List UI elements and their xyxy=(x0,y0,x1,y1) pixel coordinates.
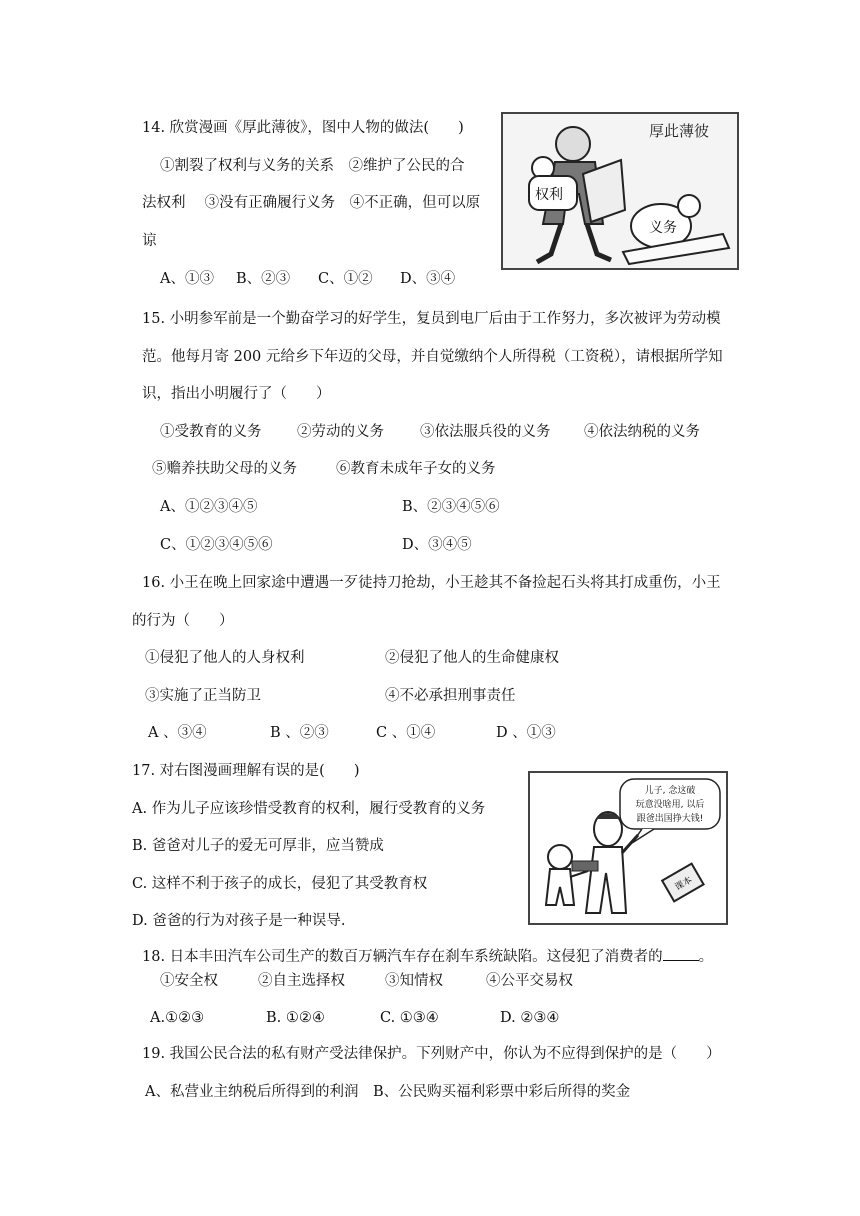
q14-line-3: 谅 xyxy=(142,233,157,249)
q17-stem: 17. 对右图漫画理解有误的是( ) xyxy=(132,763,360,779)
q18-option-d[interactable]: D. ②③④ xyxy=(500,1010,560,1026)
q17-option-b[interactable]: B. 爸爸对儿子的爱无可厚非，应当赞成 xyxy=(132,838,384,854)
q16-stem-line-2: 的行为（ ） xyxy=(132,613,234,629)
q17-speech-line-3: 跟爸出国挣大钱! xyxy=(636,814,704,824)
q16-option-d[interactable]: D 、①③ xyxy=(496,725,556,741)
q16-item-3: ③实施了正当防卫 xyxy=(145,688,261,704)
q15-stem-line-1: 15. 小明参军前是一个勤奋学习的好学生，复员到电厂后由于工作努力，多次被评为劳动模 xyxy=(142,311,721,327)
q19-stem: 19. 我国公民合法的私有财产受法律保护。下列财产中，你认为不应得到保护的是（ ） xyxy=(142,1046,721,1062)
q16-stem-line-1: 16. 小王在晚上回家途中遭遇一歹徒持刀抢劫，小王趁其不备捡起石头将其打成重伤，小王 xyxy=(142,575,721,591)
q17-cartoon-image xyxy=(528,771,728,925)
q15-stem-line-2: 范。他每月寄 200 元给乡下年迈的父母，并自觉缴纳个人所得税（工资税），请根据所学知 xyxy=(142,349,723,365)
q14-line-2: 法权利 ③没有正确履行义务 ④不正确，但可以原 xyxy=(142,195,481,211)
q15-item-3: ③依法服兵役的义务 xyxy=(420,424,551,440)
q14-stem: 14. 欣赏漫画《厚此薄彼》，图中人物的做法( ) xyxy=(142,120,464,136)
q15-item-2: ②劳动的义务 xyxy=(297,424,384,440)
q16-option-c[interactable]: C 、①④ xyxy=(376,725,436,741)
q16-item-2: ②侵犯了他人的生命健康权 xyxy=(385,650,559,666)
q15-option-c[interactable]: C、①②③④⑤⑥ xyxy=(160,537,273,553)
q18-option-b[interactable]: B. ①②④ xyxy=(266,1010,325,1026)
q15-item-6: ⑥教育未成年子女的义务 xyxy=(336,461,496,477)
q17-option-c[interactable]: C. 这样不利于孩子的成长，侵犯了其受教育权 xyxy=(132,876,428,892)
q14-cartoon-tag-rights: 权利 xyxy=(535,187,563,203)
q16-option-a[interactable]: A 、③④ xyxy=(148,725,207,741)
q14-option-c[interactable]: C、①② xyxy=(318,271,373,287)
q15-stem-line-3: 识，指出小明履行了（ ） xyxy=(142,386,331,402)
q18-item-4: ④公平交易权 xyxy=(486,973,573,989)
q17-book-label: 课本 xyxy=(673,875,695,894)
q15-option-d[interactable]: D、③④⑤ xyxy=(402,537,472,553)
q14-cartoon-tag-duty: 义务 xyxy=(649,220,677,236)
q15-item-5: ⑤赡养扶助父母的义务 xyxy=(152,461,297,477)
q18-option-c[interactable]: C. ①③④ xyxy=(380,1010,439,1026)
q15-option-b[interactable]: B、②③④⑤⑥ xyxy=(402,499,500,515)
q16-option-b[interactable]: B 、②③ xyxy=(270,725,329,741)
q16-item-1: ①侵犯了他人的人身权利 xyxy=(145,650,305,666)
q14-option-a[interactable]: A、①③ xyxy=(160,271,214,287)
q17-option-d[interactable]: D. 爸爸的行为对孩子是一种误导. xyxy=(132,913,346,929)
q14-option-d[interactable]: D、③④ xyxy=(400,271,456,287)
q15-option-a[interactable]: A、①②③④⑤ xyxy=(160,499,258,515)
q14-cartoon-title: 厚此薄彼 xyxy=(649,122,710,140)
q15-item-4: ④依法纳税的义务 xyxy=(584,424,700,440)
q18-item-1: ①安全权 xyxy=(160,973,218,989)
q15-item-1: ①受教育的义务 xyxy=(160,424,262,440)
q17-option-a[interactable]: A. 作为儿子应该珍惜受教育的权利，履行受教育的义务 xyxy=(132,801,486,817)
q17-speech-line-1: 儿子, 念这破 xyxy=(644,786,696,796)
q18-item-2: ②自主选择权 xyxy=(258,973,345,989)
q14-line-1: ①割裂了权利与义务的关系 ②维护了公民的合 xyxy=(160,158,465,174)
q19-options-line[interactable]: A、私营业主纳税后所得到的利润 B、公民购买福利彩票中彩后所得的奖金 xyxy=(145,1084,631,1100)
q14-option-b[interactable]: B、②③ xyxy=(236,271,291,287)
q18-answer-blank[interactable] xyxy=(663,946,699,961)
q14-cartoon-image xyxy=(501,112,739,270)
q18-stem-text: 18. 日本丰田汽车公司生产的数百万辆汽车存在刹车系统缺陷。这侵犯了消费者的 xyxy=(142,949,663,965)
q18-stem xyxy=(142,946,713,966)
q17-speech-line-2: 玩意没啥用, 以后 xyxy=(635,800,705,810)
q18-option-a[interactable]: A.①②③ xyxy=(150,1010,205,1026)
q16-item-4: ④不必承担刑事责任 xyxy=(385,688,516,704)
q18-stem-end: 。 xyxy=(698,949,714,965)
q18-item-3: ③知情权 xyxy=(385,973,443,989)
